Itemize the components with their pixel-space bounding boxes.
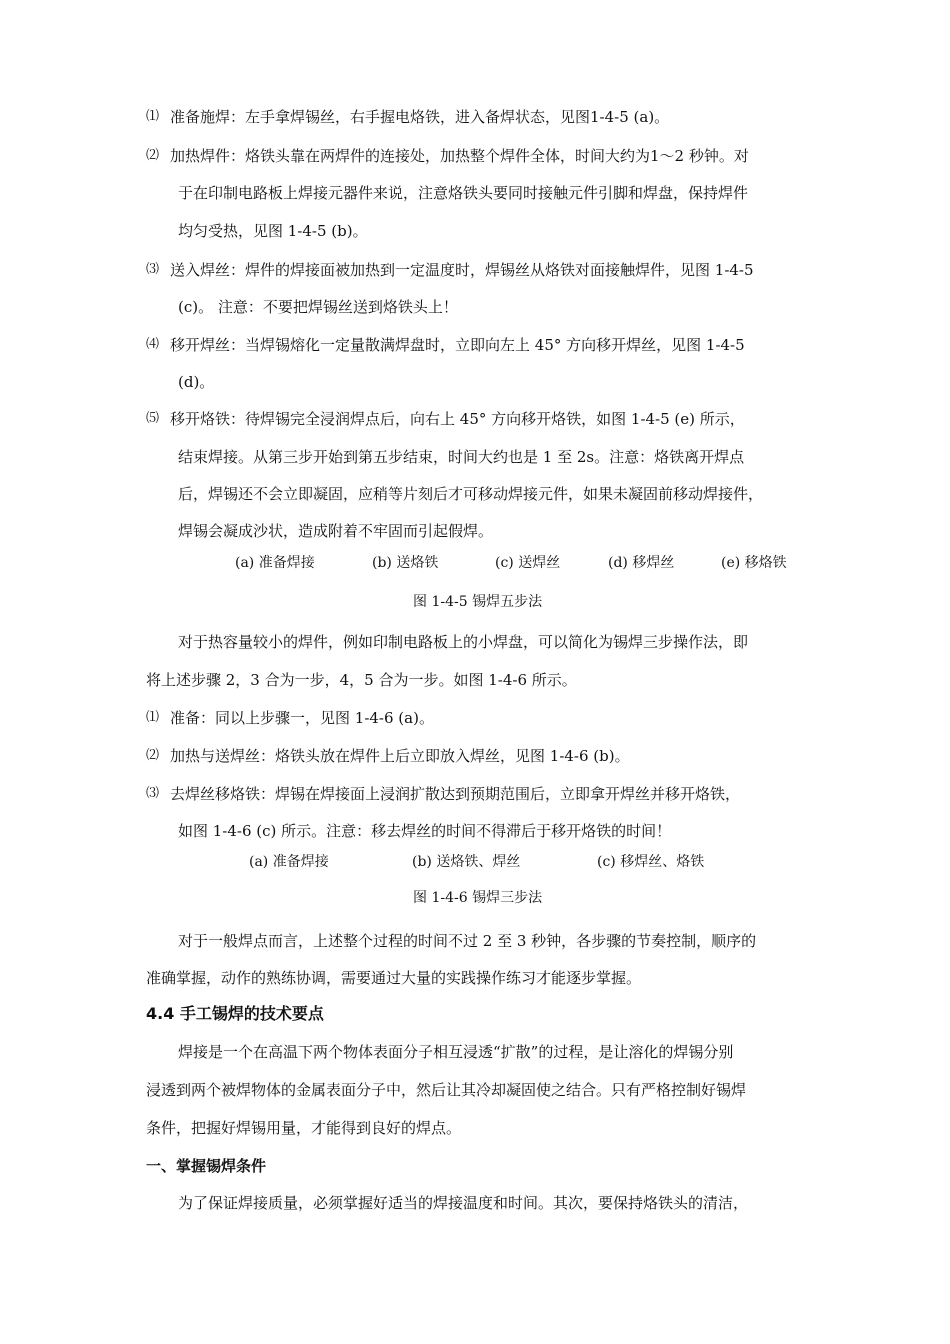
figure-label: (b) 送烙铁 — [372, 555, 439, 571]
section-heading: 4.4 手工锡焊的技术要点 — [146, 1004, 324, 1023]
step-number: ⑴ — [146, 710, 160, 725]
step-text: 如图 1-4-6 (c) 所示。注意：移去焊丝的时间不得滞后于移开烙铁的时间！ — [178, 822, 672, 840]
paragraph-line: 焊接是一个在高温下两个物体表面分子相互浸透“扩散”的过程，是让溶化的焊锡分别 — [178, 1043, 734, 1061]
step-text: 加热焊件：烙铁头靠在两焊件的连接处，加热整个焊件全体，时间大约为1～2 秒钟。对 — [170, 147, 749, 165]
step-text: 结束焊接。从第三步开始到第五步结束，时间大约也是 1 至 2s。注意：烙铁离开焊点 — [178, 448, 745, 466]
step-number: ⑷ — [146, 337, 160, 352]
paragraph-line: 条件，把握好焊锡用量，才能得到良好的焊点。 — [146, 1119, 462, 1137]
figure-label: (a) 准备焊接 — [235, 555, 315, 571]
figure-label: (d) 移焊丝 — [608, 555, 675, 571]
step-text: 加热与送焊丝：烙铁头放在焊件上后立即放入焊丝，见图 1-4-6 (b)。 — [170, 747, 630, 765]
step-text: 移开焊丝：当焊锡熔化一定量散满焊盘时，立即向左上 45° 方向移开焊丝，见图 1-4-5 — [170, 336, 745, 354]
figure-caption: 图 1-4-6 锡焊三步法 — [413, 890, 543, 906]
figure-label: (b) 送烙铁、焊丝 — [412, 854, 521, 870]
step-text: 均匀受热，见图 1-4-5 (b)。 — [178, 222, 368, 240]
subsection-heading: 一、掌握锡焊条件 — [146, 1157, 267, 1175]
step-text: 准备施焊：左手拿焊锡丝，右手握电烙铁，进入备焊状态，见图1-4-5 (a)。 — [170, 108, 670, 126]
step-text: 准备：同以上步骤一，见图 1-4-6 (a)。 — [170, 709, 434, 727]
step-text: 后，焊锡还不会立即凝固，应稍等片刻后才可移动焊接元件，如果未凝固前移动焊接件， — [178, 485, 764, 503]
step-number: ⑴ — [146, 109, 160, 124]
step-text: (c)。 注意：不要把焊锡丝送到烙铁头上！ — [178, 298, 458, 316]
figure-label: (c) 送焊丝 — [495, 555, 561, 571]
step-text: 焊锡会凝成沙状，造成附着不牢固而引起假焊。 — [178, 522, 494, 540]
paragraph-line: 将上述步骤 2，3 合为一步，4，5 合为一步。如图 1-4-6 所示。 — [146, 671, 577, 689]
paragraph-line: 为了保证焊接质量，必须掌握好适当的焊接温度和时间。其次，要保持烙铁头的清洁， — [178, 1194, 749, 1212]
figure-label: (c) 移焊丝、烙铁 — [597, 854, 705, 870]
figure-label: (e) 移烙铁 — [721, 555, 787, 571]
step-text: 去焊丝移烙铁：焊锡在焊接面上浸润扩散达到预期范围后，立即拿开焊丝并移开烙铁， — [170, 785, 741, 803]
paragraph-line: 对于热容量较小的焊件，例如印制电路板上的小焊盘，可以简化为锡焊三步操作法，即 — [178, 633, 749, 651]
step-number: ⑵ — [146, 148, 160, 163]
paragraph-line: 准确掌握，动作的熟练协调，需要通过大量的实践操作练习才能逐步掌握。 — [146, 969, 642, 987]
figure-caption: 图 1-4-5 锡焊五步法 — [413, 594, 543, 610]
step-number: ⑶ — [146, 786, 160, 801]
figure-label: (a) 准备焊接 — [249, 854, 329, 870]
step-number: ⑵ — [146, 748, 160, 763]
paragraph-line: 浸透到两个被焊物体的金属表面分子中，然后让其冷却凝固使之结合。只有严格控制好锡焊 — [146, 1081, 747, 1099]
step-text: 于在印制电路板上焊接元器件来说，注意烙铁头要同时接触元件引脚和焊盘，保持焊件 — [178, 184, 749, 202]
paragraph-line: 对于一般焊点而言，上述整个过程的时间不过 2 至 3 秒钟，各步骤的节奏控制，顺序的 — [178, 932, 757, 950]
step-number: ⑸ — [146, 411, 160, 426]
step-text: 送入焊丝：焊件的焊接面被加热到一定温度时，焊锡丝从烙铁对面接触焊件，见图 1-4-5 — [170, 261, 754, 279]
step-number: ⑶ — [146, 262, 160, 277]
step-text: 移开烙铁：待焊锡完全浸润焊点后，向右上 45° 方向移开烙铁，如图 1-4-5 (e) 所示， — [170, 410, 745, 428]
step-text: (d)。 — [178, 373, 215, 391]
